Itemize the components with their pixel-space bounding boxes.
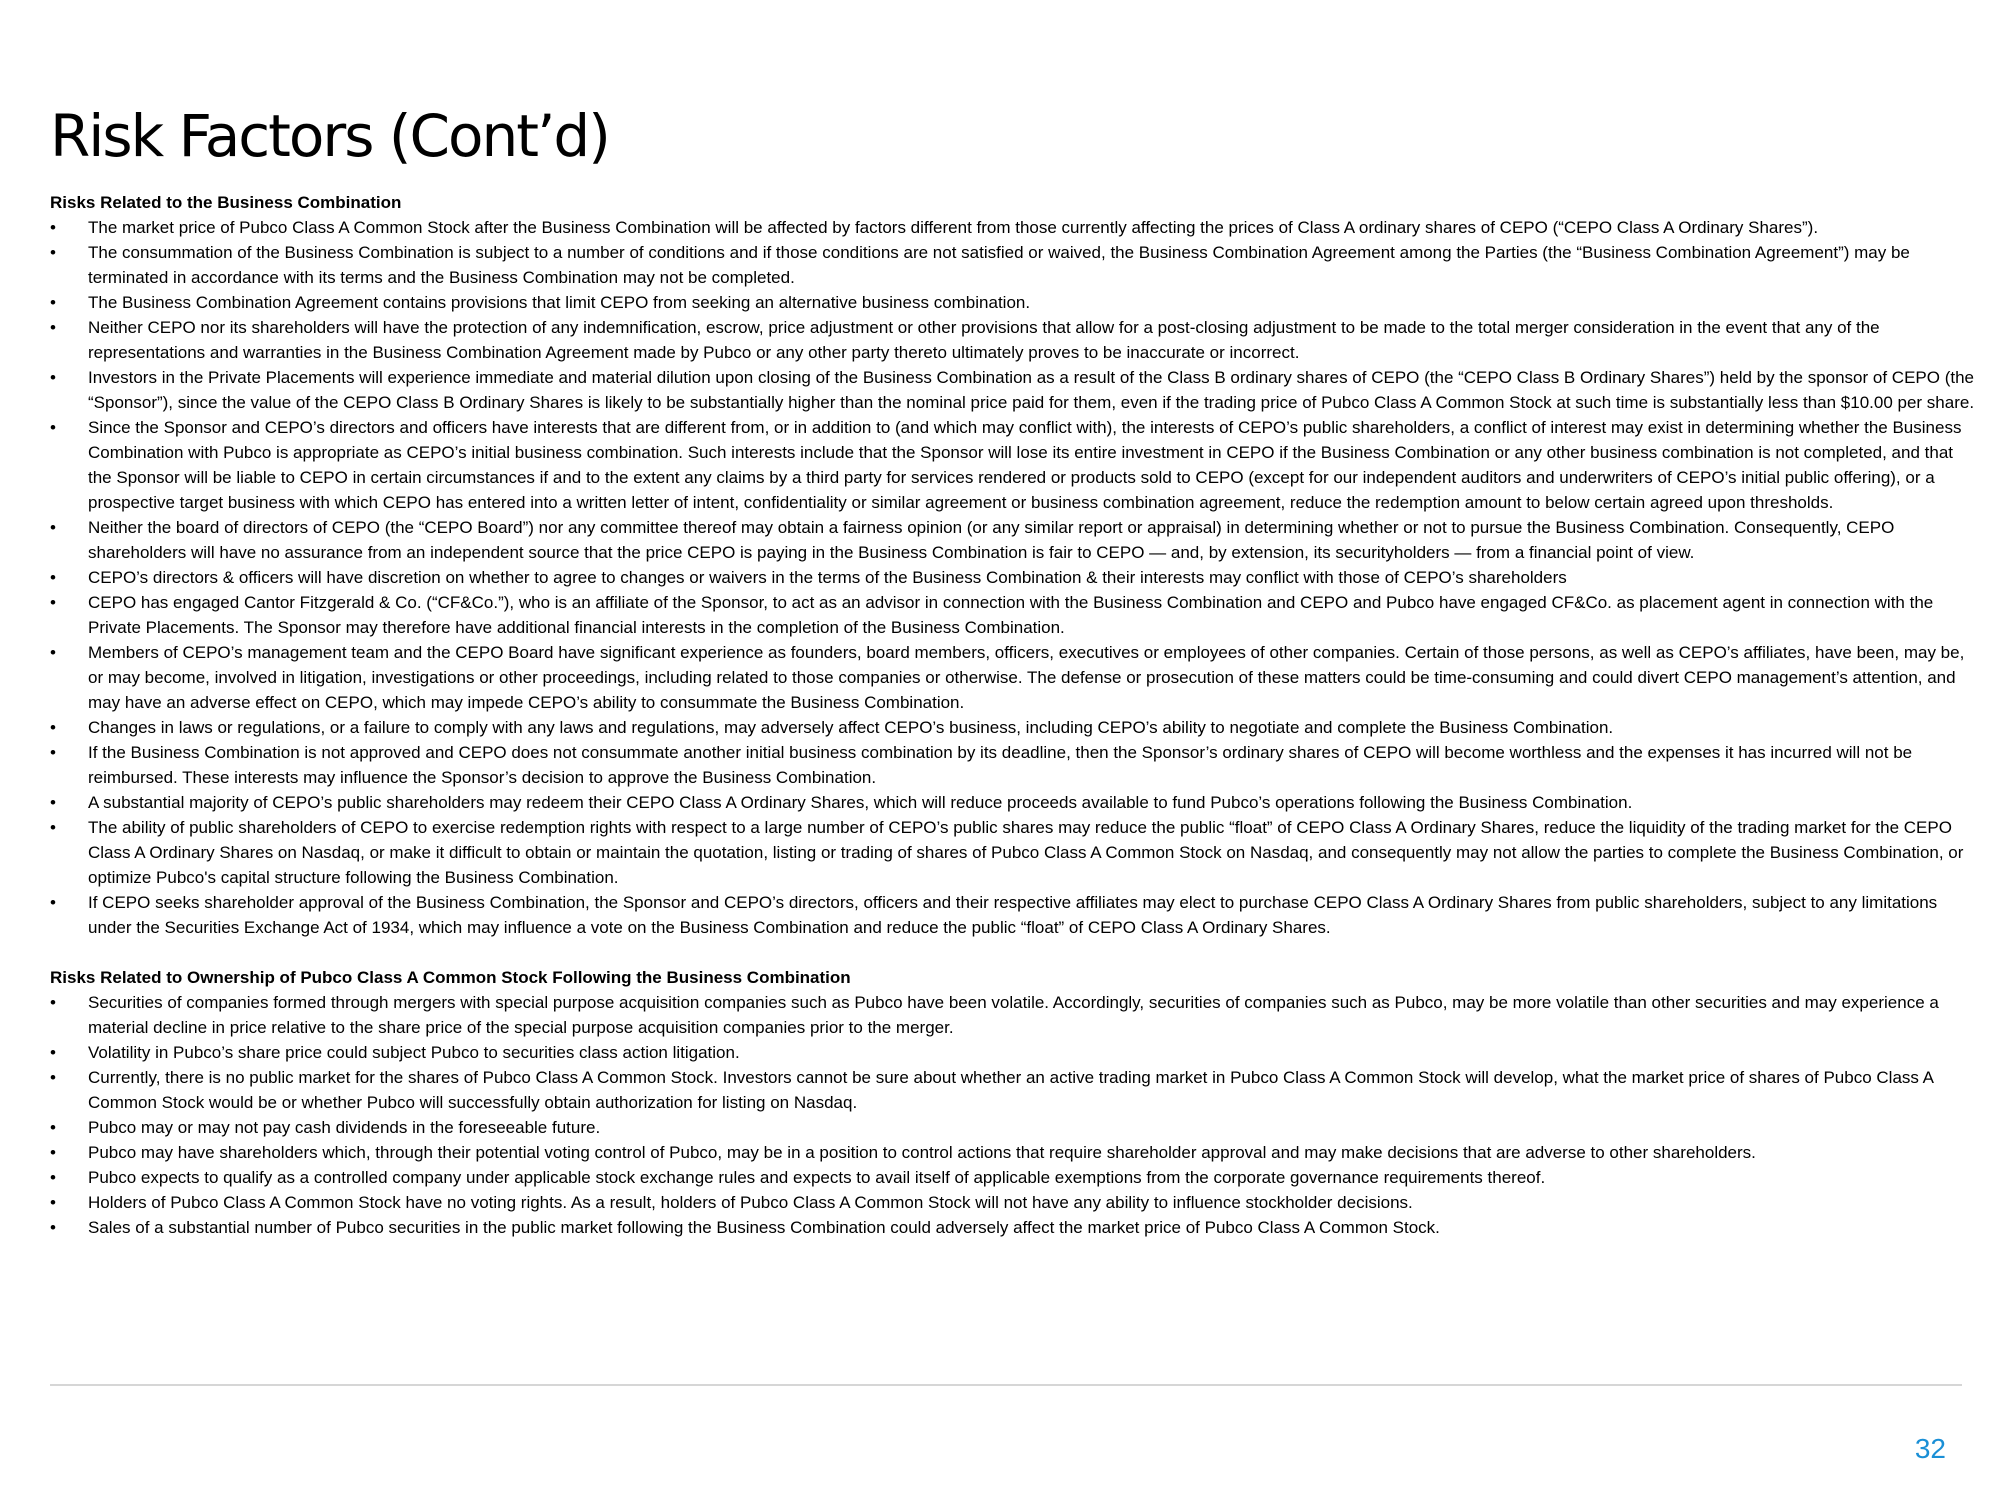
- bullet-icon: •: [50, 1218, 56, 1237]
- page-title: Risk Factors (Cont’d): [50, 102, 609, 170]
- risk-text: The consummation of the Business Combination is subject to a number of conditions and if those conditions are not satisfied or waived, the Business Combination Agreement among the Parties (the “Business Combination Agreement”) may be terminated in accordance with its terms and the Business Combination may not be completed.: [88, 243, 1910, 287]
- risk-item: [50, 640, 1980, 715]
- risk-text: Currently, there is no public market for the shares of Pubco Class A Common Stock. Investors cannot be sure about whether an active trading market in Pubco Class A Common Stock will develop, what the market price of shares of Pubco Class A Common Stock would be or whether Pubco will successfully obtain authorization for listing on Nasdaq.: [88, 1068, 1934, 1112]
- bullet-icon: •: [50, 1068, 56, 1087]
- risk-item: [50, 215, 1980, 240]
- risk-item: [50, 990, 1980, 1040]
- risk-text: Since the Sponsor and CEPO’s directors and officers have interests that are different from, or in addition to (and which may conflict with), the interests of CEPO’s public shareholders, a conflict of interest may exist in determining whether the Business Combination with Pubco is appropriate as CEPO’s initial business combination. Such interests include that the Sponsor will lose its entire investment in CEPO if the Business Combination or any other business combination is not completed, and that the Sponsor will be liable to CEPO in certain circumstances if and to the extent any claims by a third party for services rendered or products sold to CEPO (except for our independent auditors and underwriters of CEPO’s initial public offering), or a prospective target business with which CEPO has entered into a written letter of intent, confidentiality or similar agreement or business combination agreement, reduce the redemption amount to below certain agreed upon thresholds.: [88, 418, 1962, 512]
- bullet-icon: •: [50, 1043, 56, 1062]
- section-spacer: [50, 940, 1980, 965]
- bullet-icon: •: [50, 418, 56, 437]
- bullet-icon: •: [50, 568, 56, 587]
- risk-text: CEPO has engaged Cantor Fitzgerald & Co. (“CF&Co.”), who is an affiliate of the Sponsor, to act as an advisor in connection with the Business Combination and CEPO and Pubco have engaged CF&Co. as placement agent in connection with the Private Placements. The Sponsor may therefore have additional financial interests in the completion of the Business Combination.: [88, 593, 1934, 637]
- bullet-icon: •: [50, 893, 56, 912]
- risk-text: Changes in laws or regulations, or a failure to comply with any laws and regulations, may adversely affect CEPO’s business, including CEPO’s ability to negotiate and complete the Business Combination.: [88, 718, 1614, 737]
- bullet-icon: •: [50, 518, 56, 537]
- risk-text: A substantial majority of CEPO’s public shareholders may redeem their CEPO Class A Ordinary Shares, which will reduce proceeds available to fund Pubco’s operations following the Business Combination.: [88, 793, 1633, 812]
- risk-item: [50, 515, 1980, 565]
- risk-item: [50, 740, 1980, 790]
- risk-item: [50, 415, 1980, 515]
- bullet-icon: •: [50, 1143, 56, 1162]
- risk-item: [50, 1140, 1980, 1165]
- risk-text: If the Business Combination is not approved and CEPO does not consummate another initial business combination by its deadline, then the Sponsor’s ordinary shares of CEPO will become worthless and the expenses it has incurred will not be reimbursed. These interests may influence the Sponsor’s decision to approve the Business Combination.: [88, 743, 1913, 787]
- bullet-icon: •: [50, 218, 56, 237]
- section-pubco-ownership: [50, 965, 1980, 1240]
- bullet-icon: •: [50, 1168, 56, 1187]
- risk-text: The market price of Pubco Class A Common Stock after the Business Combination will be affected by factors different from those currently affecting the prices of Class A ordinary shares of CEPO (“CEPO Class A Ordinary Shares”).: [88, 218, 1819, 237]
- risk-item: [50, 815, 1980, 890]
- risk-item: [50, 240, 1980, 290]
- bullet-icon: •: [50, 643, 56, 662]
- risk-item: [50, 565, 1980, 590]
- risk-list: [50, 215, 1980, 940]
- risk-text: Securities of companies formed through mergers with special purpose acquisition companies such as Pubco have been volatile. Accordingly, securities of companies such as Pubco, may be more volatile than other securities and may experience a material decline in price relative to the share price of the special purpose acquisition companies prior to the merger.: [88, 993, 1939, 1037]
- risk-text: Holders of Pubco Class A Common Stock have no voting rights. As a result, holders of Pubco Class A Common Stock will not have any ability to influence stockholder decisions.: [88, 1193, 1413, 1212]
- bullet-icon: •: [50, 793, 56, 812]
- risk-item: [50, 1065, 1980, 1115]
- section-heading: Risks Related to the Business Combination: [50, 193, 402, 212]
- risk-item: [50, 715, 1980, 740]
- risk-text: Pubco expects to qualify as a controlled company under applicable stock exchange rules and expects to avail itself of applicable exemptions from the corporate governance requirements thereof.: [88, 1168, 1546, 1187]
- risk-text: Volatility in Pubco’s share price could subject Pubco to securities class action litigation.: [88, 1043, 740, 1062]
- risk-text: Pubco may or may not pay cash dividends in the foreseeable future.: [88, 1118, 601, 1137]
- risk-text: The ability of public shareholders of CEPO to exercise redemption rights with respect to a large number of CEPO’s public shares may reduce the public “float” of CEPO Class A Ordinary Shares, reduce the liquidity of the trading market for the CEPO Class A Ordinary Shares on Nasdaq, or make it difficult to obtain or maintain the quotation, listing or trading of shares of Pubco Class A Common Stock on Nasdaq, and consequently may not allow the parties to complete the Business Combination, or optimize Pubco's capital structure following the Business Combination.: [88, 818, 1964, 887]
- page-number: 32: [1914, 1433, 1946, 1464]
- risk-item: [50, 1215, 1980, 1240]
- bullet-icon: •: [50, 1193, 56, 1212]
- risk-item: [50, 1040, 1980, 1065]
- risk-text: Neither the board of directors of CEPO (the “CEPO Board”) nor any committee thereof may obtain a fairness opinion (or any similar report or appraisal) in determining whether or not to pursue the Business Combination. Consequently, CEPO shareholders will have no assurance from an independent source that the price CEPO is paying in the Business Combination is fair to CEPO — and, by extension, its securityholders — from a financial point of view.: [88, 518, 1895, 562]
- risk-item: [50, 590, 1980, 640]
- section-business-combination: [50, 190, 1980, 940]
- risk-item: [50, 890, 1980, 940]
- bullet-icon: •: [50, 293, 56, 312]
- bullet-icon: •: [50, 1118, 56, 1137]
- risk-text: Members of CEPO’s management team and the CEPO Board have significant experience as founders, board members, officers, executives or employees of other companies. Certain of those persons, as well as CEPO’s affiliates, have been, may be, or may become, involved in litigation, investigations or other proceedings, including related to those companies or otherwise. The defense or prosecution of these matters could be time-consuming and could divert CEPO management’s attention, and may have an adverse effect on CEPO, which may impede CEPO’s ability to consummate the Business Combination.: [88, 643, 1965, 712]
- risk-text: The Business Combination Agreement contains provisions that limit CEPO from seeking an alternative business combination.: [88, 293, 1031, 312]
- risk-item: [50, 365, 1980, 415]
- risk-text: Investors in the Private Placements will experience immediate and material dilution upon closing of the Business Combination as a result of the Class B ordinary shares of CEPO (the “CEPO Class B Ordinary Shares”) held by the sponsor of CEPO (the “Sponsor”), since the value of the CEPO Class B Ordinary Shares is likely to be substantially higher than the nominal price paid for them, even if the trading price of Pubco Class A Common Stock at such time is substantially less than $10.00 per share.: [88, 368, 1975, 412]
- bullet-icon: •: [50, 593, 56, 612]
- bullet-icon: •: [50, 718, 56, 737]
- bullet-icon: •: [50, 368, 56, 387]
- bullet-icon: •: [50, 243, 56, 262]
- bullet-icon: •: [50, 818, 56, 837]
- risk-item: [50, 1115, 1980, 1140]
- risk-item: [50, 315, 1980, 365]
- risk-text: Neither CEPO nor its shareholders will have the protection of any indemnification, escrow, price adjustment or other provisions that allow for a post-closing adjustment to be made to the total merger consideration in the event that any of the representations and warranties in the Business Combination Agreement made by Pubco or any other party thereto ultimately proves to be inaccurate or incorrect.: [88, 318, 1880, 362]
- risk-item: [50, 1190, 1980, 1215]
- risk-factors-content: [50, 190, 1980, 1240]
- section-heading: Risks Related to Ownership of Pubco Class A Common Stock Following the Business Combination: [50, 968, 851, 987]
- risk-text: Sales of a substantial number of Pubco securities in the public market following the Business Combination could adversely affect the market price of Pubco Class A Common Stock.: [88, 1218, 1440, 1237]
- risk-item: [50, 290, 1980, 315]
- risk-text: CEPO’s directors & officers will have discretion on whether to agree to changes or waivers in the terms of the Business Combination & their interests may conflict with those of CEPO’s shareholders: [88, 568, 1567, 587]
- bullet-icon: •: [50, 993, 56, 1012]
- footer-divider: [50, 1384, 1962, 1386]
- bullet-icon: •: [50, 743, 56, 762]
- risk-item: [50, 1165, 1980, 1190]
- risk-item: [50, 790, 1980, 815]
- risk-list: [50, 990, 1980, 1240]
- risk-text: Pubco may have shareholders which, through their potential voting control of Pubco, may be in a position to control actions that require shareholder approval and may make decisions that are adverse to other shareholders.: [88, 1143, 1756, 1162]
- bullet-icon: •: [50, 318, 56, 337]
- risk-text: If CEPO seeks shareholder approval of the Business Combination, the Sponsor and CEPO’s directors, officers and their respective affiliates may elect to purchase CEPO Class A Ordinary Shares from public shareholders, subject to any limitations under the Securities Exchange Act of 1934, which may influence a vote on the Business Combination and reduce the public “float” of CEPO Class A Ordinary Shares.: [88, 893, 1938, 937]
